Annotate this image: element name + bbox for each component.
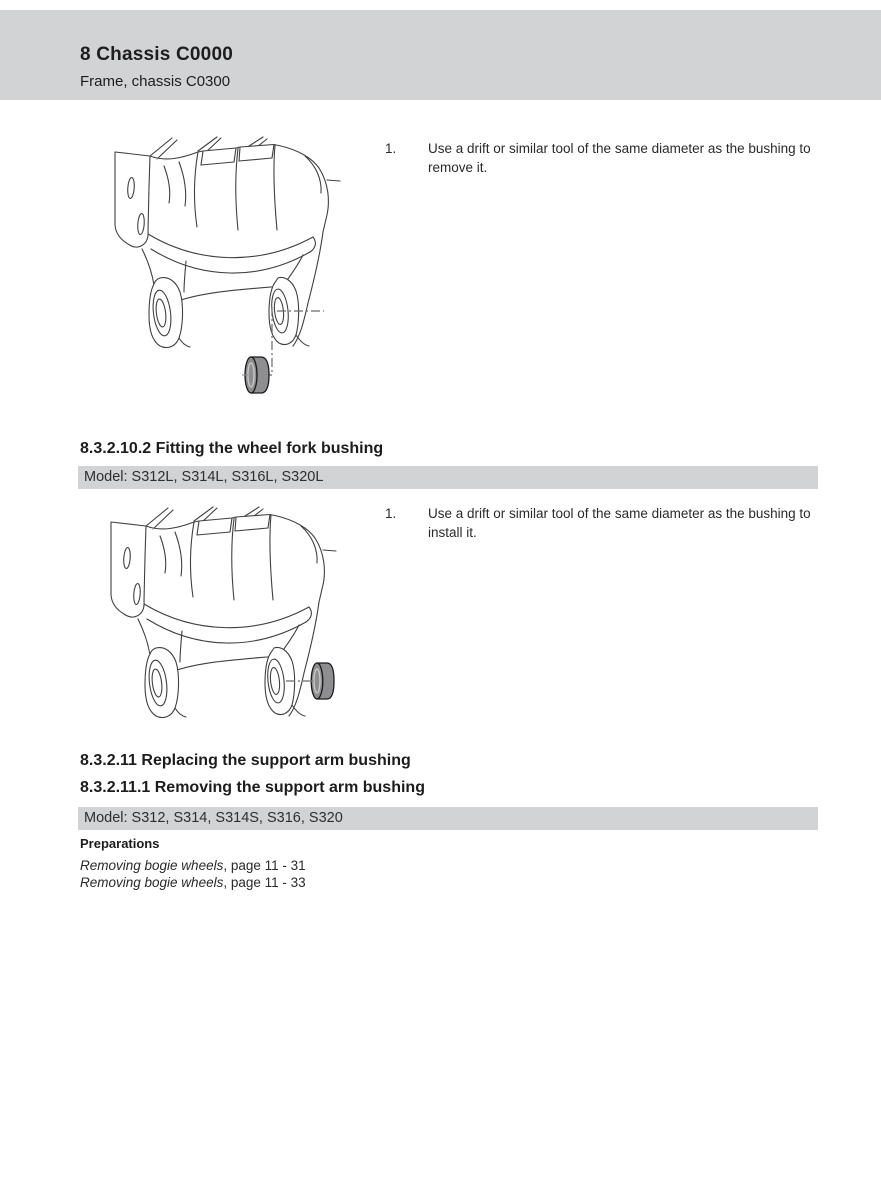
reference-page: , page 11 - 31	[223, 858, 306, 873]
heading-replacing-support-arm-bushing: 8.3.2.11 Replacing the support arm bushing	[80, 752, 411, 769]
bushing-to-install	[309, 663, 334, 699]
chapter-header-band	[0, 10, 881, 100]
heading-removing-support-arm-bushing: 8.3.2.11.1 Removing the support arm bushing	[80, 779, 425, 796]
chapter-subtitle: Frame, chassis C0300	[80, 73, 231, 90]
cross-reference-removing-bogie-wheels-33[interactable]	[80, 875, 306, 890]
step-number: 1.	[385, 506, 397, 521]
wheel-fork-fitting-drawing	[104, 505, 349, 720]
wheel-fork-removal-drawing	[108, 135, 348, 403]
wheel-fork-bushing-removal-figure	[108, 135, 348, 403]
reference-title[interactable]: Removing bogie wheels	[80, 875, 224, 890]
removal-step	[385, 139, 828, 177]
preparations-label: Preparations	[80, 836, 160, 851]
heading-fitting-wheel-fork-bushing: 8.3.2.10.2 Fitting the wheel fork bushing	[80, 440, 384, 457]
model-bar-removing: Model: S312, S314, S314S, S316, S320	[78, 807, 818, 830]
step-text: Use a drift or similar tool of the same diameter as the bushing to install it.	[428, 506, 811, 540]
reference-title[interactable]: Removing bogie wheels	[80, 858, 224, 873]
wheel-fork-bushing-fitting-figure	[104, 505, 349, 720]
step-text: Use a drift or similar tool of the same diameter as the bushing to remove it.	[428, 141, 811, 175]
cross-reference-removing-bogie-wheels-31[interactable]	[80, 858, 306, 873]
step-number: 1.	[385, 141, 397, 156]
bushing-removed	[242, 357, 269, 393]
reference-page: , page 11 - 33	[223, 875, 306, 890]
model-bar-fitting: Model: S312L, S314L, S316L, S320L	[78, 466, 818, 489]
chapter-title: 8 Chassis C0000	[80, 44, 233, 65]
fitting-step	[385, 504, 828, 542]
